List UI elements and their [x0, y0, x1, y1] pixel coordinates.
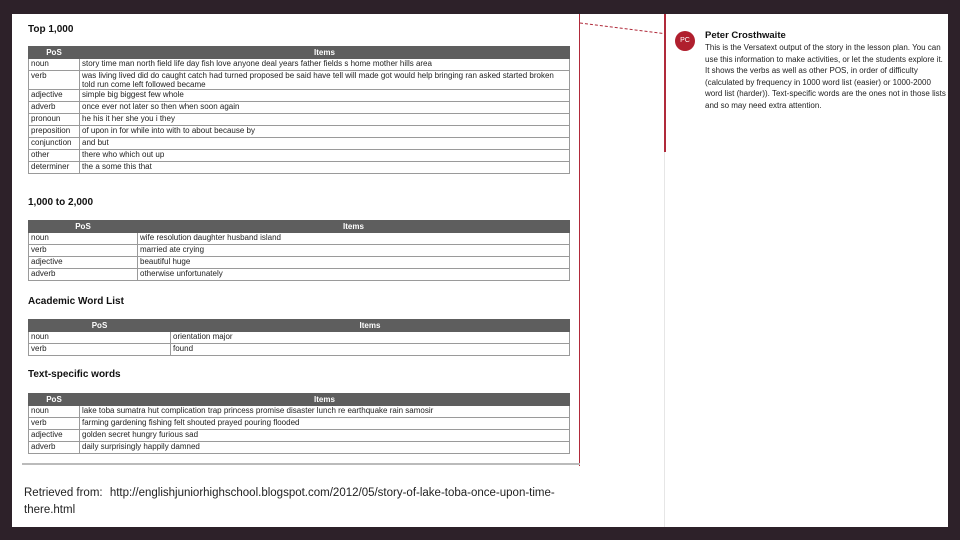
table-row — [29, 126, 570, 138]
items-cell: once ever not later so then when soon again — [80, 102, 570, 114]
table-row — [29, 344, 570, 356]
pos-cell: noun — [29, 332, 171, 344]
column-header-items: Items — [80, 394, 570, 406]
pos-cell: determiner — [29, 162, 80, 174]
items-cell: he his it her she you i they — [80, 114, 570, 126]
items-cell: was living lived did do caught catch had turned proposed be said have tell will made got would help bringing ran asked started broken told run come left followed became — [80, 71, 570, 90]
items-cell: simple big biggest few whole — [80, 90, 570, 102]
table-body — [29, 332, 570, 356]
pos-cell: adjective — [29, 430, 80, 442]
table-body — [29, 233, 570, 281]
pos-cell: pronoun — [29, 114, 80, 126]
pos-table — [28, 319, 570, 356]
document-page — [25, 14, 580, 465]
table-row — [29, 430, 570, 442]
document-edge-line — [579, 14, 580, 466]
items-cell: the a some this that — [80, 162, 570, 174]
column-header-items: Items — [138, 221, 570, 233]
table-row — [29, 150, 570, 162]
pos-cell: noun — [29, 233, 138, 245]
items-cell: beautiful huge — [138, 257, 570, 269]
table-row — [29, 269, 570, 281]
pos-cell: verb — [29, 71, 80, 90]
table-row — [29, 245, 570, 257]
source-label: Retrieved from: — [24, 487, 103, 499]
items-cell: orientation major — [171, 332, 570, 344]
pos-cell: adjective — [29, 257, 138, 269]
pos-cell: other — [29, 150, 80, 162]
column-header-pos: PoS — [29, 221, 138, 233]
column-header-pos: PoS — [29, 47, 80, 59]
items-cell: golden secret hungry furious sad — [80, 430, 570, 442]
table-row — [29, 418, 570, 430]
pos-cell: adverb — [29, 102, 80, 114]
pos-cell: noun — [29, 406, 80, 418]
source-url-link[interactable]: http://englishjuniorhighschool.blogspot.com/2012/05/story-of-lake-toba-once-upon-time-there.html — [24, 487, 555, 516]
comment-author: Peter Crosthwaite — [705, 30, 786, 41]
table-row — [29, 332, 570, 344]
items-cell: lake toba sumatra hut complication trap princess promise disaster lunch re earthquake rain samosir — [80, 406, 570, 418]
column-header-pos: PoS — [29, 394, 80, 406]
items-cell: daily surprisingly happily damned — [80, 442, 570, 454]
pos-cell: verb — [29, 245, 138, 257]
items-cell: found — [171, 344, 570, 356]
pos-cell: adverb — [29, 442, 80, 454]
items-cell: wife resolution daughter husband island — [138, 233, 570, 245]
column-header-items: Items — [80, 47, 570, 59]
pos-cell: verb — [29, 344, 171, 356]
items-cell: there who which out up — [80, 150, 570, 162]
table-body — [29, 59, 570, 174]
items-cell: of upon in for while into with to about because by — [80, 126, 570, 138]
pos-table — [28, 220, 570, 281]
pos-table — [28, 393, 570, 454]
pos-cell: adverb — [29, 269, 138, 281]
comment-accent-bar — [664, 14, 666, 152]
section-title: Text-specific words — [28, 369, 121, 380]
table-row — [29, 233, 570, 245]
table-body — [29, 406, 570, 454]
table-row — [29, 162, 570, 174]
table-row — [29, 102, 570, 114]
items-cell: married ate crying — [138, 245, 570, 257]
section-title: 1,000 to 2,000 — [28, 197, 94, 208]
slide — [12, 14, 948, 527]
table-row — [29, 257, 570, 269]
items-cell: and but — [80, 138, 570, 150]
pos-cell: adjective — [29, 90, 80, 102]
table-row — [29, 138, 570, 150]
pos-cell: preposition — [29, 126, 80, 138]
comment-text: This is the Versatext output of the story in the lesson plan. You can use this information to make activities, or let the students explore it. It shows the verbs as well as other POS, in order of difficulty (calculated by frequency in 1000 word list (easier) or 1000-2000 word list (harder)). Text-specific words are the ones not in those lists and so may need extra attention. — [705, 43, 946, 110]
pos-cell: verb — [29, 418, 80, 430]
table-row — [29, 406, 570, 418]
items-cell: otherwise unfortunately — [138, 269, 570, 281]
table-row — [29, 114, 570, 126]
table-row — [29, 442, 570, 454]
document-bottom-divider — [22, 463, 580, 465]
section-title: Academic Word List — [28, 296, 124, 307]
table-row — [29, 90, 570, 102]
column-header-items: Items — [171, 320, 570, 332]
avatar: PC — [675, 31, 695, 51]
items-cell: story time man north field life day fish love anyone deal years father fields s home mother hills area — [80, 59, 570, 71]
items-cell: farming gardening fishing felt shouted prayed pouring flooded — [80, 418, 570, 430]
pos-cell: noun — [29, 59, 80, 71]
section-title: Top 1,000 — [28, 24, 74, 35]
pos-cell: conjunction — [29, 138, 80, 150]
column-header-pos: PoS — [29, 320, 171, 332]
source-citation — [24, 485, 584, 519]
